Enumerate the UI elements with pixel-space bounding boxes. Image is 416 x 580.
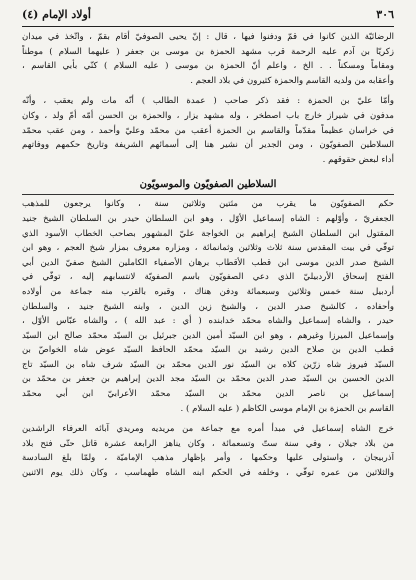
text-line: أردبيل سنة خمس وثلاثين وسبعمائة ودفن هناك ، وقبره بالقرب منه جماعة من أولاده xyxy=(22,286,394,297)
text-line: وأعقابه من ولديه القاسم والحمزة كثيرون في بلاد العجم . xyxy=(190,75,394,86)
text-line: وأمّا عليّ بن الحمزة : فقد ذكر صاحب ( عمدة الطالب ) أنّه مات ولم يعقب ، وأنّه xyxy=(22,96,394,107)
text-line: حكم الصفويّون ما يقرب من مئتين وثلاثين سنة ، وكانوا يرجعون للمذهب xyxy=(22,199,394,210)
text-line: الشيخ صدر الدين موسى ابن قطب الأقطاب برهان الأصفياء الكاملين الشيخ صفيّ الدين أبي xyxy=(22,257,394,268)
section-rule xyxy=(22,194,394,195)
text-line: السلاطين الصفويّون ، ومن الجدير أن نشير هنا إلى أسمائهم الشريفة وتاريخ حكمهم ووفاتهم xyxy=(22,140,394,151)
text-line: في خراسان عظيماً مقدّماً والقاسم بن الحمزة أعقب من محمّد وعليّ وأحمد ، ومن عقب محمّد xyxy=(22,125,394,136)
text-line: توفّي في بيت المقدس سنة ثلاث وثلاثين وثمانمائة ، ومزاره معروف بمزار شيخ العجم ، وهو ابن xyxy=(22,243,394,254)
text-line: وإسماعيل الميرزا وغيرهم ، وهو ابن السيّد أمين الدين جبرئيل بن السيّد محمّد صالح ابن السيّد xyxy=(22,330,394,341)
text-line: قطب الدين بن صلاح الدين رشيد بن السيّد محمّد الحافظ السيّد عوض شاه الخواصّ بن xyxy=(22,345,394,356)
section-title: السلاطين الصفويّون والموسويّون xyxy=(139,179,277,191)
text-line: إسماعيل بن ناصر الدين محمّد بن السيّد محمّد الأعرابيّ ابن أبي محمّد xyxy=(22,389,394,400)
header-rule xyxy=(22,26,394,27)
text-line: الفتح إسحاق الأردبيليّ الذي دعي الصفويّون باسم الصفويّة لانتسابهم إليه ، توفّي في xyxy=(22,272,394,283)
text-line: المقتول ابن السلطان الشيخ إبراهيم بن الخواجة عليّ المشهور بصاحب الخطاب الأسود الذي xyxy=(22,228,394,239)
paragraph-1 xyxy=(22,30,394,88)
text-line: مدفون في شيراز خارج باب اصطخر ، وله مشهد يزار ، والحمزة بن الحسن أمّه أمّ ولد ، وكان xyxy=(22,110,394,121)
text-line: ومقاماً ومسكناً . . الخ ، واعلم أنّ الحمزة بن موسى ( عليه السلام ) كنّي بأبي القاسم ، xyxy=(22,61,394,72)
text-line: الجعفريّ ، وأوّلهم : الشاه إسماعيل الأوّل ، وهو ابن السلطان حيدر بن السلطان الشيخ جنيد xyxy=(22,213,394,224)
running-title: أولاد الإمام (٤) xyxy=(22,8,91,21)
paragraph-2 xyxy=(22,94,394,167)
text-line: القاسم بن الحمزة بن الإمام موسى الكاظم ( عليه السلام ) . xyxy=(180,403,394,414)
text-line: والثلاثين من عمره توفّي ، وخلفه في الحكم ابنه الشاه طهماسب ، وكان ذلك يوم الاثنين xyxy=(22,468,394,479)
text-line: الدين الحسين بن السيّد صدر الدين محمّد بن السيّد مجد الدين إبراهيم بن جعفر بن محمّد بن xyxy=(22,374,394,385)
text-line: آذربيجان ، واستولى عليها وحكمها ، وأمر بإظهار مذهب الإماميّة ، ولمّا بلغ السادسة xyxy=(22,453,394,464)
text-line: من بلاد جيلان ، وفي سنة ستّ وتسعمائة ، وكان يناهز الرابعة عشرة قاتل حتّى فتح بلاد xyxy=(22,438,394,449)
text-line: زكريّا بن آدم عليه الرحمة قرب مشهد الحمزة بن موسى بن جعفر ( عليهما السلام ) موطناً xyxy=(22,46,394,57)
page-number: ٣٠٦ xyxy=(376,8,394,21)
page-header xyxy=(22,8,394,22)
text-line: الرضائيّة الذين كانوا في قمّ ودفنوا فيها ، قال : إنّ يحيى الصوفيّ أقام بقمّ ، واتّخذ في ميدان xyxy=(22,32,394,42)
text-line: أداء لبعض حقوقهم . xyxy=(322,154,394,165)
paragraph-4 xyxy=(22,422,394,480)
text-line: خرج الشاه إسماعيل في مبدأ أمره مع جماعة من مريديه ومريدي آبائه العرفاء الراشدين xyxy=(22,424,394,435)
text-line: السيّد فيروز شاه زرّين كلاه بن السيّد نور الدين محمّد بن السيّد شرف شاه بن السيّد تاج xyxy=(22,359,394,370)
text-line: وأحفاده ، كالشيخ صدر الدين ، والشيخ زين الدين ، وابنه الشيخ جنيد ، والسلطان xyxy=(22,301,394,312)
paragraph-3 xyxy=(22,197,394,416)
text-line: حيدر ، والشاه إسماعيل والشاه محمّد خدابنده ( أي : عبد الله ) ، والشاه عبّاس الأوّل ، xyxy=(22,316,394,327)
